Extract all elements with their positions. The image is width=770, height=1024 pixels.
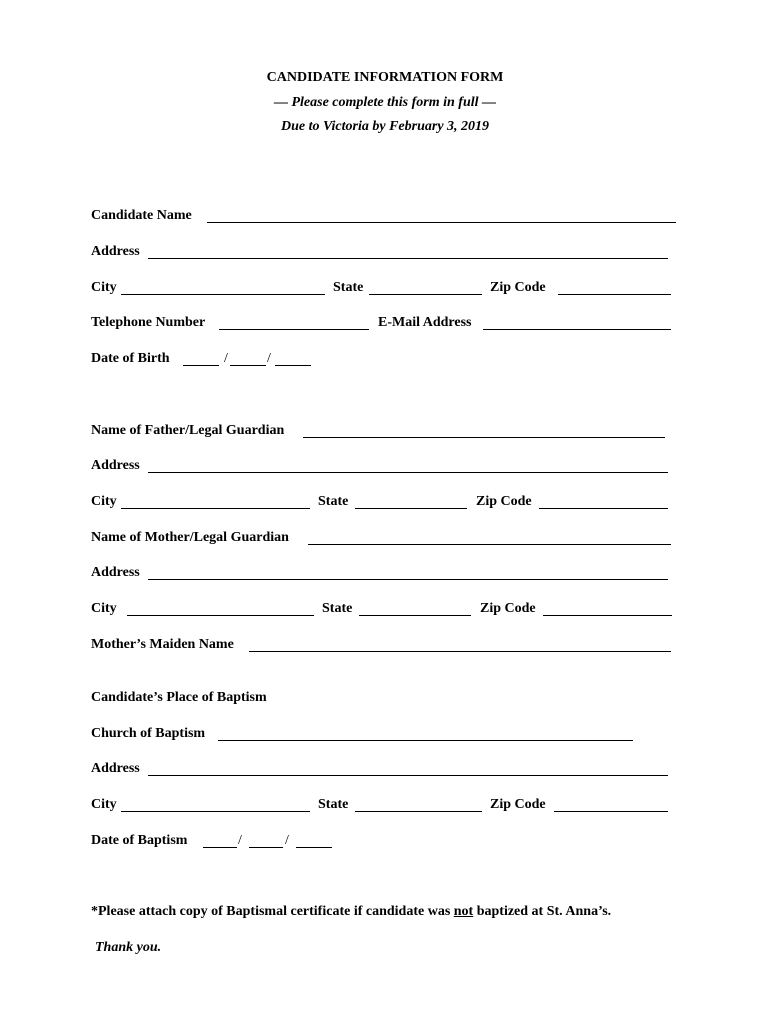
mother-name-field[interactable] xyxy=(308,544,671,545)
email-label: E-Mail Address xyxy=(378,315,472,330)
father-name-row xyxy=(91,422,691,442)
mother-name-label: Name of Mother/Legal Guardian xyxy=(91,530,289,545)
dob-label: Date of Birth xyxy=(91,351,170,366)
baptism-year-field[interactable] xyxy=(296,847,332,848)
church-field[interactable] xyxy=(218,740,633,741)
father-name-field[interactable] xyxy=(303,437,665,438)
candidate-zip-label: Zip Code xyxy=(490,280,546,295)
dob-slash-2: / xyxy=(267,351,271,366)
mother-address-row xyxy=(91,564,691,584)
baptism-date-label: Date of Baptism xyxy=(91,833,188,848)
baptism-slash-1: / xyxy=(238,833,242,848)
baptism-month-field[interactable] xyxy=(203,847,237,848)
mother-city-row xyxy=(91,600,691,620)
mother-state-label: State xyxy=(322,601,353,616)
candidate-contact-row xyxy=(91,314,691,334)
candidate-city-label: City xyxy=(91,280,117,295)
baptism-state-field[interactable] xyxy=(355,811,482,812)
father-zip-field[interactable] xyxy=(539,508,668,509)
baptism-city-field[interactable] xyxy=(121,811,310,812)
father-state-field[interactable] xyxy=(355,508,467,509)
dob-slash-1: / xyxy=(224,351,228,366)
baptism-slash-2: / xyxy=(285,833,289,848)
note-text-before: *Please attach copy of Baptismal certificate if candidate was xyxy=(91,904,454,919)
mother-city-label: City xyxy=(91,601,117,616)
mother-state-field[interactable] xyxy=(359,615,471,616)
candidate-state-label: State xyxy=(333,280,364,295)
baptismal-certificate-note xyxy=(91,904,611,920)
baptism-heading-row xyxy=(91,689,691,709)
dob-month-field[interactable] xyxy=(183,365,219,366)
form-subtitle: — Please complete this form in full — xyxy=(273,95,497,110)
telephone-field[interactable] xyxy=(219,329,369,330)
father-name-label: Name of Father/Legal Guardian xyxy=(91,423,285,438)
father-address-field[interactable] xyxy=(148,472,668,473)
candidate-city-row xyxy=(91,279,691,299)
father-address-row xyxy=(91,457,691,477)
father-address-label: Address xyxy=(91,458,140,473)
candidate-state-field[interactable] xyxy=(369,294,482,295)
father-state-label: State xyxy=(318,494,349,509)
maiden-name-label: Mother’s Maiden Name xyxy=(91,637,234,652)
baptism-state-label: State xyxy=(318,797,349,812)
father-city-row xyxy=(91,493,691,513)
baptism-address-row xyxy=(91,760,691,780)
candidate-name-row xyxy=(91,207,691,227)
maiden-name-row xyxy=(91,636,691,656)
mother-zip-label: Zip Code xyxy=(480,601,536,616)
thank-you-text: Thank you. xyxy=(95,940,162,955)
baptism-city-label: City xyxy=(91,797,117,812)
father-city-field[interactable] xyxy=(121,508,310,509)
mother-address-field[interactable] xyxy=(148,579,668,580)
note-text-after: baptized at St. Anna’s. xyxy=(473,904,612,919)
due-date-note: Due to Victoria by February 3, 2019 xyxy=(280,119,490,134)
candidate-city-field[interactable] xyxy=(121,294,325,295)
candidate-zip-field[interactable] xyxy=(558,294,671,295)
maiden-name-field[interactable] xyxy=(249,651,671,652)
telephone-label: Telephone Number xyxy=(91,315,206,330)
dob-row xyxy=(91,350,691,370)
mother-city-field[interactable] xyxy=(127,615,314,616)
church-label: Church of Baptism xyxy=(91,726,206,741)
email-field[interactable] xyxy=(483,329,671,330)
candidate-address-field[interactable] xyxy=(148,258,668,259)
dob-day-field[interactable] xyxy=(230,365,266,366)
baptism-place-heading: Candidate’s Place of Baptism xyxy=(91,690,267,705)
mother-zip-field[interactable] xyxy=(543,615,672,616)
dob-year-field[interactable] xyxy=(275,365,311,366)
baptism-address-field[interactable] xyxy=(148,775,668,776)
church-row xyxy=(91,725,691,745)
father-city-label: City xyxy=(91,494,117,509)
candidate-name-label: Candidate Name xyxy=(91,208,192,223)
father-zip-label: Zip Code xyxy=(476,494,532,509)
baptism-date-row xyxy=(91,832,691,852)
baptism-zip-label: Zip Code xyxy=(490,797,546,812)
candidate-address-label: Address xyxy=(91,244,140,259)
candidate-address-row xyxy=(91,243,691,263)
candidate-name-field[interactable] xyxy=(207,222,676,223)
mother-address-label: Address xyxy=(91,565,140,580)
baptism-day-field[interactable] xyxy=(249,847,283,848)
baptism-address-label: Address xyxy=(91,761,140,776)
baptism-zip-field[interactable] xyxy=(554,811,668,812)
mother-name-row xyxy=(91,529,691,549)
note-text-not: not xyxy=(453,904,474,919)
form-title: CANDIDATE INFORMATION FORM xyxy=(266,70,504,85)
baptism-city-row xyxy=(91,796,691,816)
